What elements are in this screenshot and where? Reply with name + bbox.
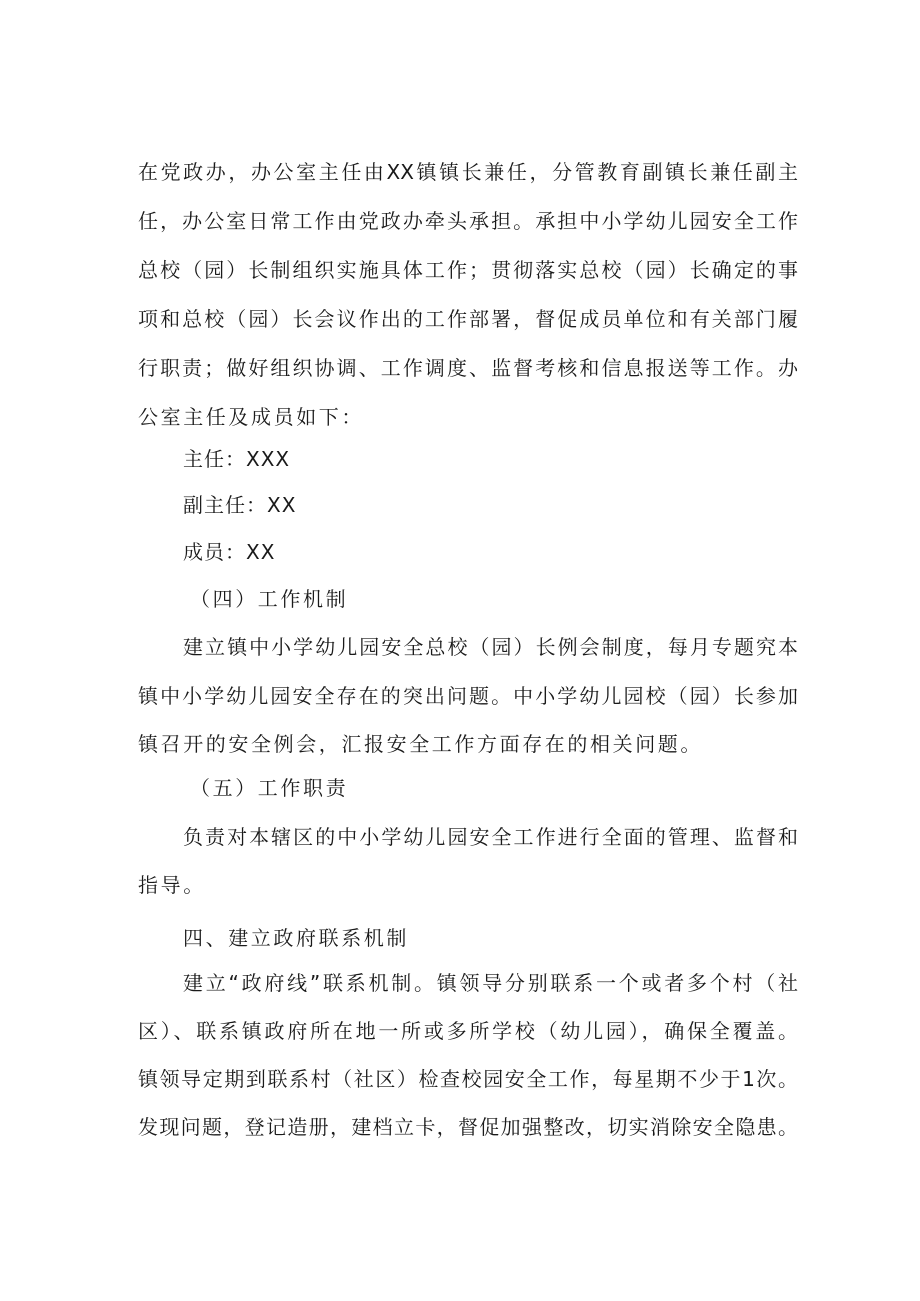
paragraph-line: 建立“政府线”联系机制。镇领导分别联系一个或者多个村（社 — [183, 971, 798, 995]
paragraph-line: 区）、联系镇政府所在地一所或多所学校（幼儿园），确保全覆盖。 — [138, 1019, 798, 1043]
deputy-director-line: 副主任：XX — [183, 493, 297, 517]
section-heading-four: （四）工作机制 — [190, 587, 349, 611]
paragraph-line: 公室主任及成员如下： — [138, 405, 364, 429]
paragraph-line: 总校（园）长制组织实施具体工作；贯彻落实总校（园）长确定的事 — [138, 258, 798, 282]
members-line: 成员：XX — [183, 540, 276, 564]
paragraph-line: 镇召开的安全例会，汇报安全工作方面存在的相关问题。 — [138, 732, 703, 756]
section-heading-five: （五）工作职责 — [190, 776, 349, 800]
paragraph-line: 项和总校（园）长会议作出的工作部署，督促成员单位和有关部门履 — [138, 307, 798, 331]
paragraph-line: 建立镇中小学幼儿园安全总校（园）长例会制度，每月专题究本 — [183, 635, 798, 659]
paragraph-line: 指导。 — [138, 873, 206, 897]
paragraph-line: 任，办公室日常工作由党政办牵头承担。承担中小学幼儿园安全工作 — [138, 209, 798, 233]
paragraph-line: 发现问题，登记造册，建档立卡，督促加强整改，切实消除安全隐患。 — [138, 1115, 798, 1139]
paragraph-line: 在党政办，办公室主任由XX镇镇长兼任，分管教育副镇长兼任副主 — [138, 160, 798, 184]
paragraph-line: 负责对本辖区的中小学幼儿园安全工作进行全面的管理、监督和 — [183, 825, 798, 849]
director-line: 主任：XXX — [183, 447, 291, 471]
paragraph-line: 行职责；做好组织协调、工作调度、监督考核和信息报送等工作。办 — [138, 356, 798, 380]
paragraph-line: 镇中小学幼儿园安全存在的突出问题。中小学幼儿园校（园）长参加 — [138, 684, 798, 708]
chapter-heading-four: 四、建立政府联系机制 — [183, 926, 409, 950]
paragraph-line: 镇领导定期到联系村（社区）检查校园安全工作，每星期不少于1次。 — [138, 1067, 798, 1091]
